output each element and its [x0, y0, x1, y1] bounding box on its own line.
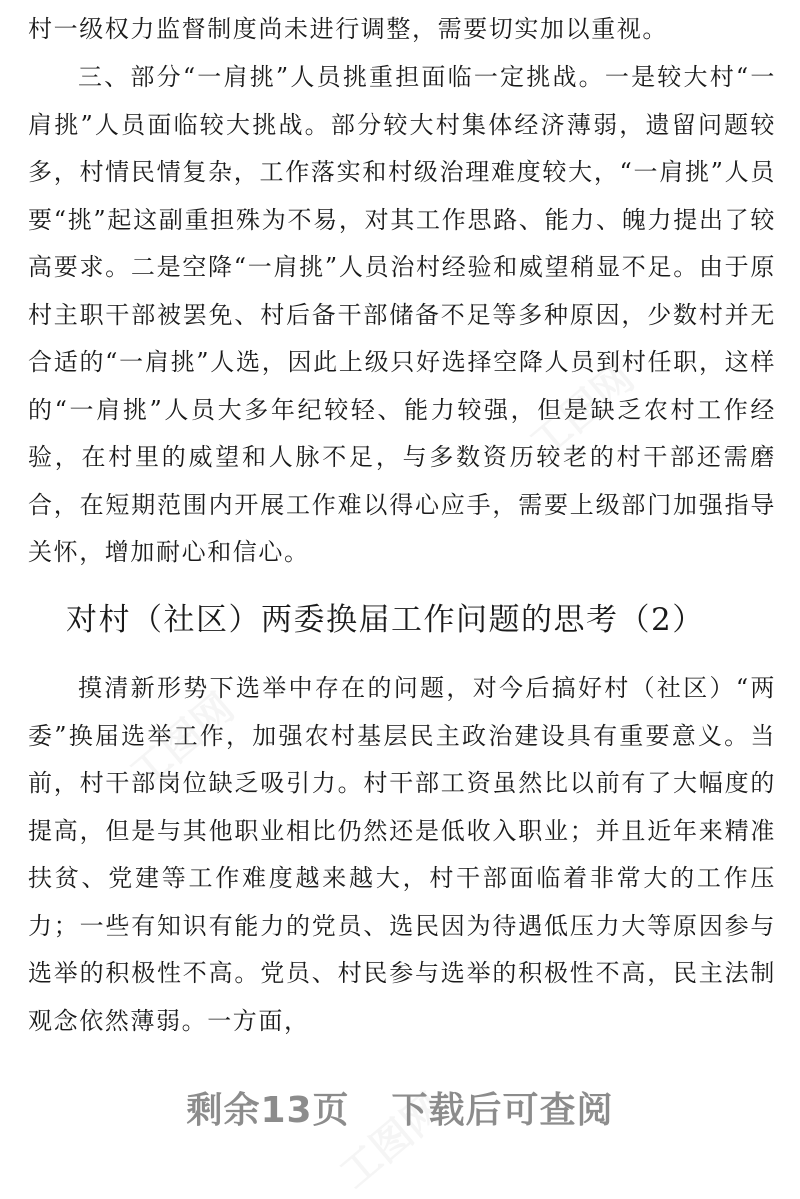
watermark: 工图网 — [521, 354, 643, 468]
remaining-pages-label: 剩余13页 — [186, 1090, 350, 1131]
download-prompt[interactable] — [0, 1082, 800, 1133]
paragraph-continued: 村一级权力监督制度尚未进行调整，需要切实加以重视。 — [28, 15, 668, 43]
paragraph-section-three: 三、部分“一肩挑”人员挑重担面临一定挑战。一是较大村“一肩挑”人员面临较大挑战。部分较大村集体经济薄弱，遗留问题较多，村情民情复杂，工作落实和村级治理难度较大，“一肩挑”人员要“挑”起这副重担殊为不易，对其工作思路、能力、魄力提出了较高要求。二是空降“一肩挑”人员治村经验和威望稍显不足。由于原村主职干部被罢免、村后备干部储备不足等多种原因，少数村并无合适的“一肩挑”人选，因此上级只好选择空降人员到村任职，这样的“一肩挑”人员大多年纪较轻、能力较强，但是缺乏农村工作经验，在村里的威望和人脉不足，与多数资历较老的村干部还需磨合，在短期范围内开展工作难以得心应手，需要上级部门加强指导关怀，增加耐心和信心。 — [28, 63, 776, 566]
section-heading: 对村（社区）两委换届工作问题的思考（2） — [66, 602, 705, 638]
watermark: 工图网 — [121, 684, 243, 798]
download-to-view-label: 下载后可查阅 — [391, 1090, 614, 1131]
watermark: 工图网 — [331, 1084, 453, 1198]
paragraph-intro: 摸清新形势下选举中存在的问题，对今后搞好村（社区）“两委”换届选举工作，加强农村基层民主政治建设具有重要意义。当前，村干部岗位缺乏吸引力。村干部工资虽然比以前有了大幅度的提高，但是与其他职业相比仍然还是低收入职业；并且近年来精准扶贫、党建等工作难度越来越大，村干部面临着非常大的工作压力；一些有知识有能力的党员、选民因为待遇低压力大等原因参与选举的积极性不高。党员、村民参与选举的积极性不高，民主法制观念依然薄弱。一方面， — [28, 674, 776, 1035]
